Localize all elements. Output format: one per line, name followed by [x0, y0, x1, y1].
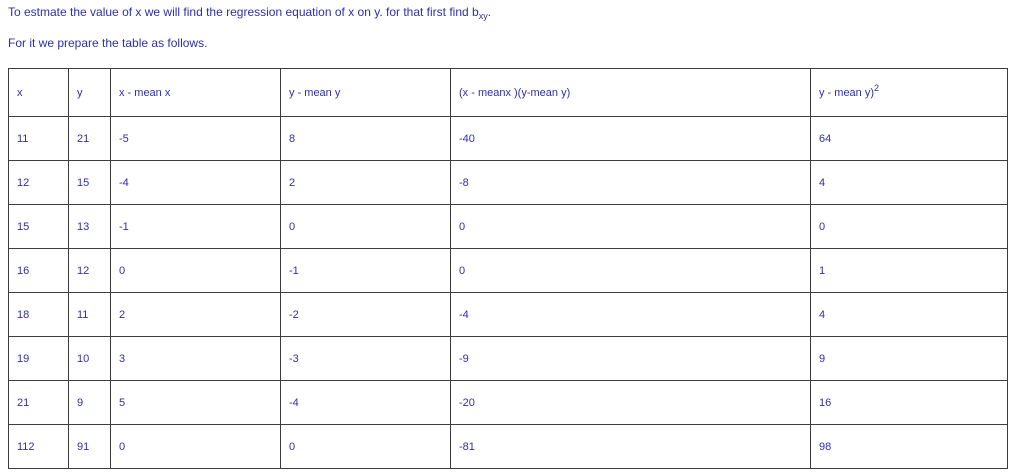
- cell-x: 112: [9, 425, 69, 469]
- cell-product: -40: [451, 117, 811, 161]
- cell-y-dev: -1: [281, 249, 451, 293]
- cell-y: 9: [69, 381, 111, 425]
- cell-y-dev: -4: [281, 381, 451, 425]
- cell-product: 0: [451, 249, 811, 293]
- cell-x: 21: [9, 381, 69, 425]
- cell-x-dev: -5: [111, 117, 281, 161]
- intro-line-1-end: .: [487, 5, 492, 19]
- cell-x-dev: -1: [111, 205, 281, 249]
- cell-y-dev-squared: 9: [811, 337, 1008, 381]
- table-row: [9, 425, 1008, 469]
- cell-y-dev: 0: [281, 425, 451, 469]
- cell-x: 19: [9, 337, 69, 381]
- header-x: x: [9, 69, 69, 117]
- cell-y-dev: 0: [281, 205, 451, 249]
- squared-superscript: 2: [874, 82, 880, 93]
- intro-line-1: [8, 5, 491, 21]
- regression-table: [8, 68, 1008, 469]
- table-row: [9, 249, 1008, 293]
- cell-y-dev: 2: [281, 161, 451, 205]
- cell-y: 10: [69, 337, 111, 381]
- cell-product: -9: [451, 337, 811, 381]
- cell-x-dev: -4: [111, 161, 281, 205]
- table-row: [9, 293, 1008, 337]
- bxy-subscript: xy: [478, 11, 488, 21]
- table-row: [9, 205, 1008, 249]
- header-row: [9, 69, 1008, 117]
- cell-x: 16: [9, 249, 69, 293]
- table-row: [9, 381, 1008, 425]
- table-row: [9, 337, 1008, 381]
- cell-y-dev: -2: [281, 293, 451, 337]
- cell-x: 18: [9, 293, 69, 337]
- cell-y-dev-squared: 98: [811, 425, 1008, 469]
- intro-line-1-text: To estmate the value of x we will find the regression equation of x on y. for that first find b: [8, 5, 479, 19]
- cell-x: 11: [9, 117, 69, 161]
- cell-y: 12: [69, 249, 111, 293]
- header-x-minus-mean: x - mean x: [111, 69, 281, 117]
- cell-product: -4: [451, 293, 811, 337]
- cell-y-dev-squared: 64: [811, 117, 1008, 161]
- cell-product: -8: [451, 161, 811, 205]
- cell-x: 15: [9, 205, 69, 249]
- cell-product: 0: [451, 205, 811, 249]
- header-y: y: [69, 69, 111, 117]
- cell-x: 12: [9, 161, 69, 205]
- table-row: [9, 117, 1008, 161]
- cell-y: 13: [69, 205, 111, 249]
- cell-y-dev-squared: 4: [811, 293, 1008, 337]
- cell-x-dev: 0: [111, 249, 281, 293]
- header-y-dev-squared-text: y - mean y): [819, 86, 875, 99]
- cell-product: -81: [451, 425, 811, 469]
- cell-x-dev: 5: [111, 381, 281, 425]
- header-product: (x - meanx )(y-mean y): [451, 69, 811, 117]
- intro-line-2: For it we prepare the table as follows.: [8, 36, 208, 50]
- cell-y-dev: -3: [281, 337, 451, 381]
- cell-y: 21: [69, 117, 111, 161]
- cell-product: -20: [451, 381, 811, 425]
- cell-x-dev: 3: [111, 337, 281, 381]
- cell-x-dev: 2: [111, 293, 281, 337]
- cell-y-dev-squared: 1: [811, 249, 1008, 293]
- header-y-minus-mean: y - mean y: [281, 69, 451, 117]
- cell-y-dev-squared: 4: [811, 161, 1008, 205]
- cell-y: 11: [69, 293, 111, 337]
- header-y-dev-squared: [811, 69, 1008, 117]
- cell-y-dev-squared: 16: [811, 381, 1008, 425]
- cell-x-dev: 0: [111, 425, 281, 469]
- cell-y-dev: 8: [281, 117, 451, 161]
- cell-y: 15: [69, 161, 111, 205]
- cell-y: 91: [69, 425, 111, 469]
- cell-y-dev-squared: 0: [811, 205, 1008, 249]
- table-row: [9, 161, 1008, 205]
